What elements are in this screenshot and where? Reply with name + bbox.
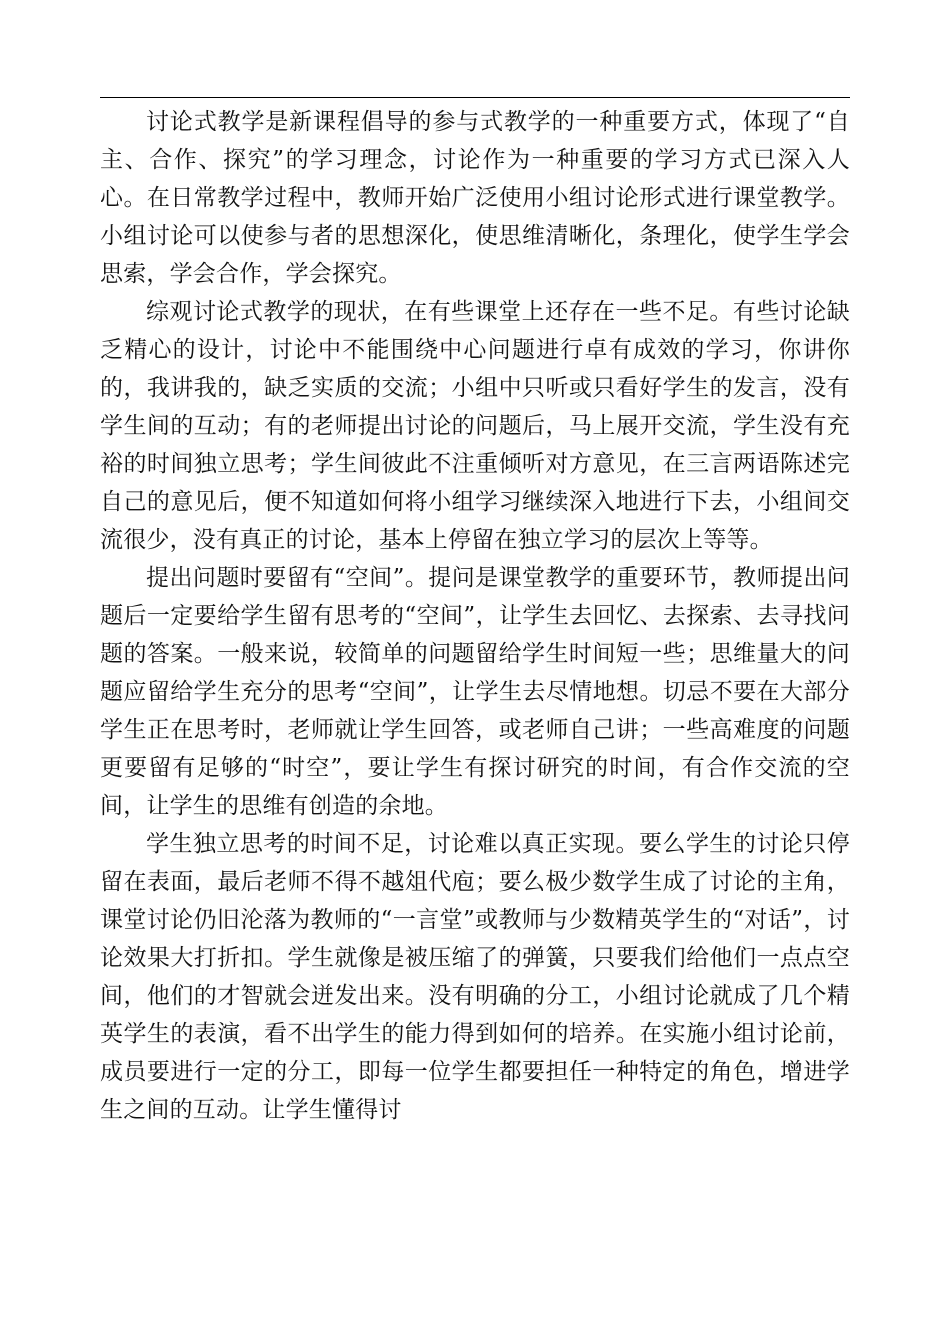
paragraph-4: 学生独立思考的时间不足，讨论难以真正实现。要么学生的讨论只停留在表面，最后老师不得不越俎代庖；要么极少数学生成了讨论的主角，课堂讨论仍旧沦落为教师的“一言堂”或教师与少数精英学生的“对话”，讨论效果大打折扣。学生就像是被压缩了的弹簧，只要我们给他们一点点空间，他们的才智就会迸发出来。没有明确的分工，小组讨论就成了几个精英学生的表演，看不出学生的能力得到如何的培养。在实施小组讨论前，成员要进行一定的分工，即每一位学生都要担任一种特定的角色，增进学生之间的互动。让学生懂得讨 bbox=[100, 831, 850, 1123]
header-rule bbox=[100, 97, 850, 98]
document-body bbox=[100, 103, 850, 1129]
paragraph-2: 综观讨论式教学的现状，在有些课堂上还存在一些不足。有些讨论缺乏精心的设计，讨论中不能围绕中心问题进行卓有成效的学习，你讲你的，我讲我的，缺乏实质的交流；小组中只听或只看好学生的发言，没有学生间的互动；有的老师提出讨论的问题后，马上展开交流，学生没有充裕的时间独立思考；学生间彼此不注重倾听对方意见，在三言两语陈述完自己的意见后，便不知道如何将小组学习继续深入地进行下去，小组间交流很少，没有真正的讨论，基本上停留在独立学习的层次上等等。 bbox=[100, 299, 850, 553]
paragraph-1: 讨论式教学是新课程倡导的参与式教学的一种重要方式，体现了“自主、合作、探究”的学习理念，讨论作为一种重要的学习方式已深入人心。在日常教学过程中，教师开始广泛使用小组讨论形式进行课堂教学。小组讨论可以使参与者的思想深化，使思维清晰化，条理化，使学生学会思索，学会合作，学会探究。 bbox=[100, 109, 850, 287]
paragraph-3: 提出问题时要留有“空间”。提问是课堂教学的重要环节，教师提出问题后一定要给学生留有思考的“空间”，让学生去回忆、去探索、去寻找问题的答案。一般来说，较简单的问题留给学生时间短一些；思维量大的问题应留给学生充分的思考“空间”，让学生去尽情地想。切忌不要在大部分学生正在思考时，老师就让学生回答，或老师自己讲；一些高难度的问题更要留有足够的“时空”，要让学生有探讨研究的时间，有合作交流的空间，让学生的思维有创造的余地。 bbox=[100, 565, 850, 819]
